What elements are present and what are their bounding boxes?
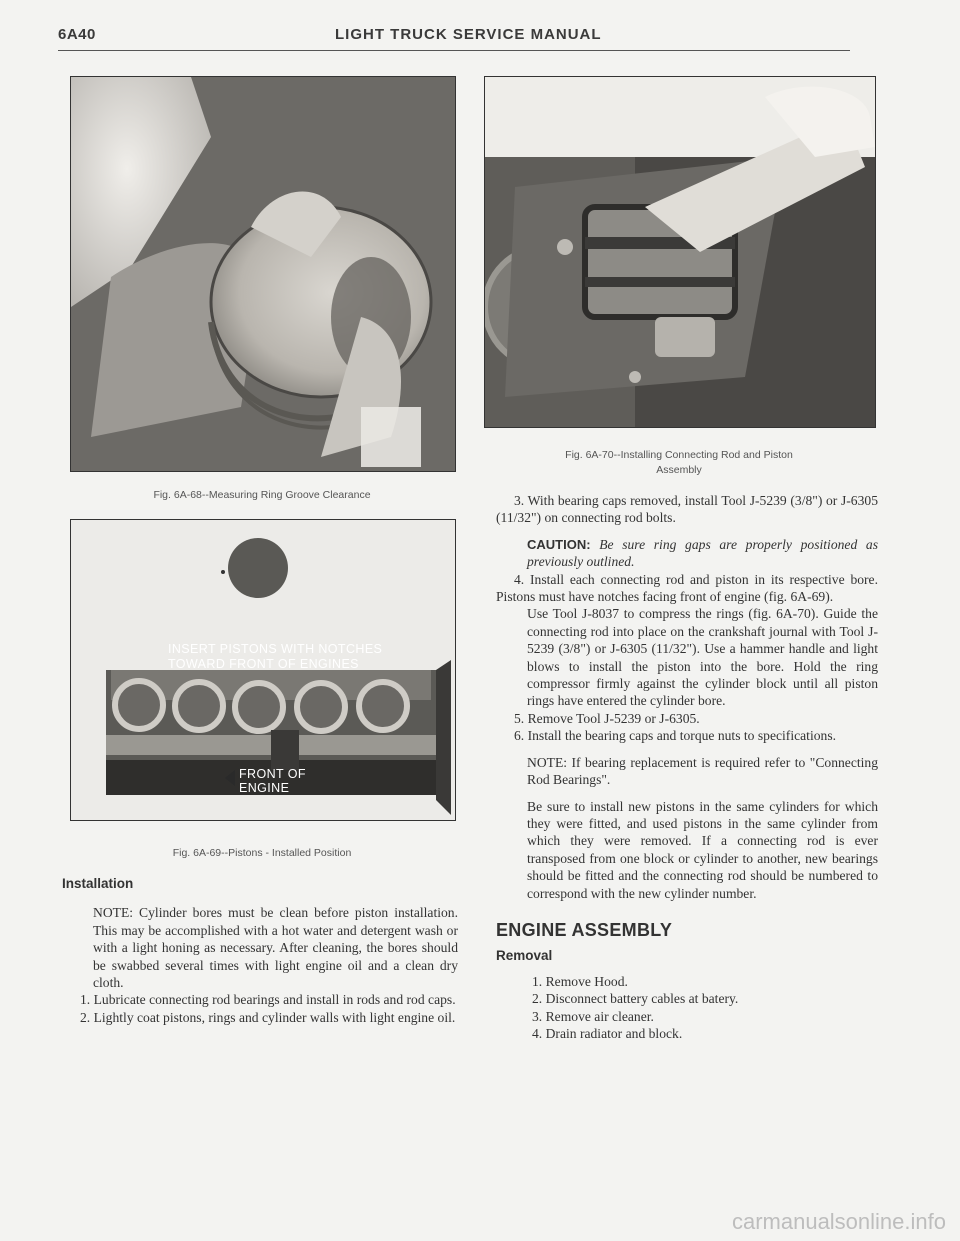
right-column [496,492,878,1042]
engine-assembly-heading: ENGINE ASSEMBLY [496,919,673,940]
installation-step-4: 4. Install each connecting rod and piston in its respective bore. Pistons must have notches facing front of engine (fig. 6A-69). [496,571,878,605]
caution-paragraph [496,536,878,571]
ring-compressor-photo [485,77,875,427]
figure-installing-rod-piston [484,76,876,428]
removal-step: 2. Disconnect battery cables at batery. [532,991,739,1007]
installation-note: NOTE: Cylinder bores must be clean before piston installation. This may be accomplished with a hot water and detergent wash or with a light honing as necessary. After cleaning, the bores should be swabbed several times with light engine oil and a clean dry cloth. [93,905,458,991]
figure-pistons-installed [70,519,456,821]
engine-block-photo [71,520,455,820]
fig69-front-line1: FRONT OF [239,767,306,781]
fig70-caption [484,448,874,478]
page-number: 6A40 [58,26,96,43]
piston-top-icon [228,538,288,598]
fig70-caption-line1: Fig. 6A-70--Installing Connecting Rod and Piston [565,449,793,461]
page-header [58,22,858,52]
removal-step: 3. Remove air cleaner. [532,1008,654,1024]
installation-heading: Installation [62,876,134,891]
installation-step-1: 1. Lubricate connecting rod bearings and install in rods and rod caps. [80,992,456,1008]
installation-step-2: 2. Lightly coat pistons, rings and cylinder walls with light engine oil. [80,1009,456,1025]
fig69-caption: Fig. 6A-69--Pistons - Installed Position [172,847,352,859]
fig69-overlay-line2: TOWARD FRONT OF ENGINES [168,657,359,671]
header-rule [58,50,850,51]
removal-step: 1. Remove Hood. [532,973,628,989]
fig69-overlay-line1: INSERT PISTONS WITH NOTCHES [168,642,383,656]
installation-step-6: 6. Install the bearing caps and torque nuts to specifications. [514,728,837,744]
site-watermark: carmanualsonline.info [731,1209,946,1234]
piston-fit-paragraph: Be sure to install new pistons in the same cylinders for which they were fitted, and used pistons in the same cylinder from which they were removed. If a connecting rod is ever transposed from one block or cylinder to another, new bearings should be fitted and the connecting rod should be numbered to correspond with the new cylinder number. [527,798,878,901]
figure-ring-groove-clearance [70,76,456,472]
fig70-caption-line2: Assembly [656,464,702,476]
installation-step-5: 5. Remove Tool J-5239 or J-6305. [514,710,700,726]
ring-groove-photo [71,77,455,471]
removal-step: 4. Drain radiator and block. [532,1025,683,1041]
installation-step-4-detail: Use Tool J-8037 to compress the rings (fig. 6A-70). Guide the connecting rod into place on the crankshaft journal with Tool J-5239 (3/8") or J-6305 (11/32"). Use a hammer handle and light blows to install the piston into the bore. Hold the ring compressor firmly against the cylinder block until all piston rings have entered the cylinder bore. [527,606,878,709]
fig68-caption: Fig. 6A-68--Measuring Ring Groove Clearance [153,489,371,501]
installation-step-3: 3. With bearing caps removed, install Tool J-5239 (3/8") or J-6305 (11/32") on connecting rod bolts. [496,493,878,526]
removal-steps-list [496,973,878,1043]
caution-label: CAUTION: [527,536,591,552]
bearing-note: NOTE: If bearing replacement is required refer to "Connecting Rod Bearings". [527,754,878,788]
manual-title: LIGHT TRUCK SERVICE MANUAL [335,26,602,43]
left-column [62,875,458,1026]
caution-text: Be sure ring gaps are properly positioned as previously outlined. [527,536,878,570]
removal-heading: Removal [496,948,553,964]
fig69-front-line2: ENGINE [239,781,290,795]
